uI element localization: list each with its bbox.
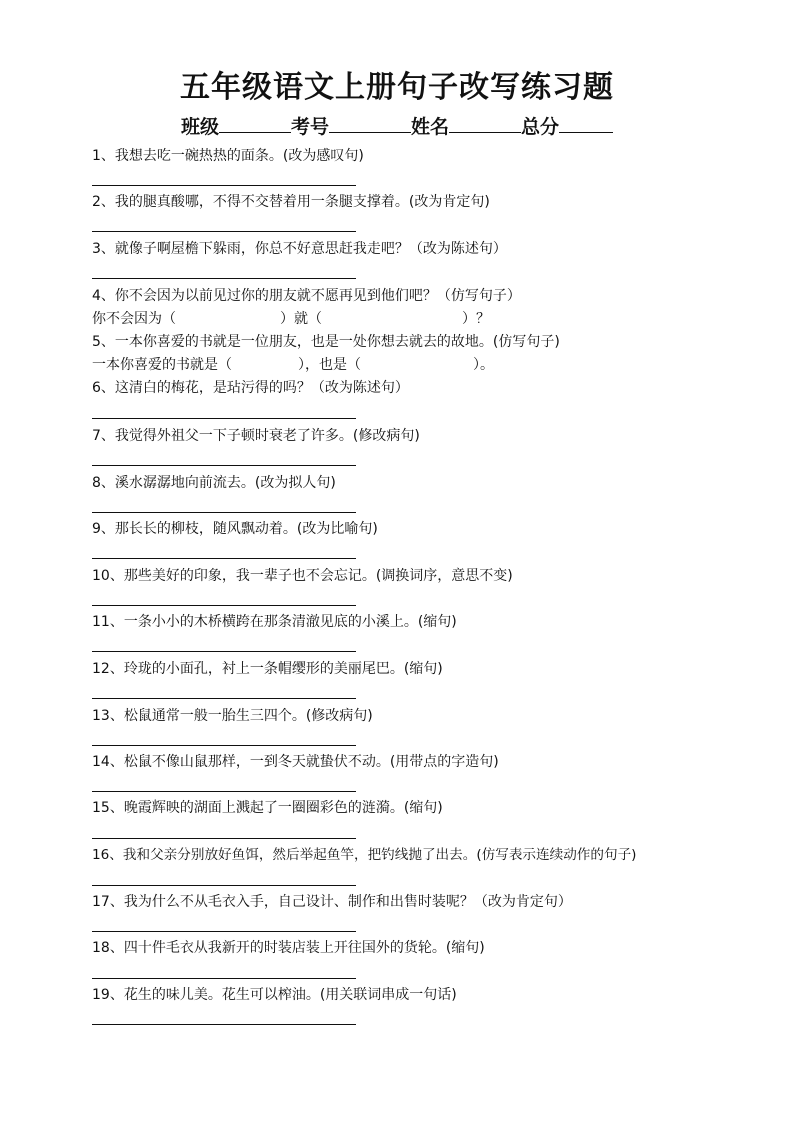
answer-line-9[interactable] bbox=[92, 558, 356, 559]
answer-line-16[interactable] bbox=[92, 885, 356, 886]
fill4-part-a: 你不会因为（ bbox=[92, 311, 176, 327]
answer-line-15[interactable] bbox=[92, 838, 356, 839]
question-13: 13、松鼠通常一般一胎生三四个。(修改病句) bbox=[92, 708, 373, 724]
answer-line-8[interactable] bbox=[92, 512, 356, 513]
number-label: 考号 bbox=[290, 116, 329, 138]
question-3: 3、就像子啊屋檐下躲雨，你总不好意思赶我走吧？（改为陈述句） bbox=[92, 241, 507, 257]
question-9: 9、那长长的柳枝，随风飘动着。(改为比喻句) bbox=[92, 521, 378, 537]
name-label: 姓名 bbox=[411, 116, 450, 138]
answer-line-2[interactable] bbox=[92, 231, 356, 232]
answer-line-12[interactable] bbox=[92, 698, 356, 699]
question-18: 18、四十件毛衣从我新开的时装店装上开往国外的货轮。(缩句) bbox=[92, 940, 485, 956]
question-2: 2、我的腿真酸哪，不得不交替着用一条腿支撑着。(改为肯定句) bbox=[92, 194, 490, 210]
answer-line-11[interactable] bbox=[92, 651, 356, 652]
fill4-part-c: ）？ bbox=[462, 311, 490, 327]
question-17: 17、我为什么不从毛衣入手，自己设计、制作和出售时装呢？（改为肯定句） bbox=[92, 894, 572, 910]
class-blank[interactable] bbox=[219, 114, 291, 133]
question-14: 14、松鼠不像山鼠那样，一到冬天就蛰伏不动。(用带点的字造句) bbox=[92, 754, 499, 770]
question-6: 6、这清白的梅花，是玷污得的吗？（改为陈述句） bbox=[92, 380, 409, 396]
fill5-part-c: ）。 bbox=[473, 357, 494, 373]
question-10: 10、那些美好的印象，我一辈子也不会忘记。(调换词序，意思不变) bbox=[92, 568, 513, 584]
question-1: 1、我想去吃一碗热热的面条。(改为感叹句) bbox=[92, 148, 364, 164]
question-7: 7、我觉得外祖父一下子顿时衰老了许多。(修改病句) bbox=[92, 428, 420, 444]
answer-line-17[interactable] bbox=[92, 931, 356, 932]
answer-line-6[interactable] bbox=[92, 418, 356, 419]
question-5: 5、一本你喜爱的书就是一位朋友，也是一处你想去就去的故地。(仿写句子) bbox=[92, 334, 560, 350]
answer-line-7[interactable] bbox=[92, 465, 356, 466]
fill-line-5 bbox=[92, 355, 494, 375]
question-15: 15、晚霞辉映的湖面上溅起了一圈圈彩色的涟漪。(缩句) bbox=[92, 800, 443, 816]
answer-line-13[interactable] bbox=[92, 745, 356, 746]
answer-line-19[interactable] bbox=[92, 1024, 356, 1025]
answer-line-3[interactable] bbox=[92, 278, 356, 279]
answer-line-14[interactable] bbox=[92, 791, 356, 792]
question-19: 19、花生的味儿美。花生可以榨油。(用关联词串成一句话) bbox=[92, 987, 457, 1003]
answer-line-1[interactable] bbox=[92, 185, 356, 186]
answer-line-18[interactable] bbox=[92, 978, 356, 979]
fill4-part-b: ）就（ bbox=[280, 311, 322, 327]
page-title: 五年级语文上册句子改写练习题 bbox=[180, 70, 614, 105]
fill-line-4 bbox=[92, 309, 490, 329]
class-label: 班级 bbox=[180, 116, 219, 138]
question-16: 16、我和父亲分别放好鱼饵，然后举起鱼竿，把钓线抛了出去。(仿写表示连续动作的句子) bbox=[92, 847, 637, 863]
answer-line-10[interactable] bbox=[92, 605, 356, 606]
student-info-row bbox=[0, 112, 794, 139]
fill5-part-a: 一本你喜爱的书就是（ bbox=[92, 357, 232, 373]
question-12: 12、玲珑的小面孔，衬上一条帽缨形的美丽尾巴。(缩句) bbox=[92, 661, 443, 677]
number-blank[interactable] bbox=[329, 114, 411, 133]
question-11: 11、一条小小的木桥横跨在那条清澈见底的小溪上。(缩句) bbox=[92, 614, 457, 630]
fill5-part-b: ），也是（ bbox=[298, 357, 361, 373]
question-8: 8、溪水潺潺地向前流去。(改为拟人句) bbox=[92, 475, 336, 491]
score-label: 总分 bbox=[521, 116, 560, 138]
name-blank[interactable] bbox=[449, 114, 521, 133]
question-4: 4、你不会因为以前见过你的朋友就不愿再见到他们吧？（仿写句子） bbox=[92, 288, 521, 304]
score-blank[interactable] bbox=[559, 114, 613, 133]
